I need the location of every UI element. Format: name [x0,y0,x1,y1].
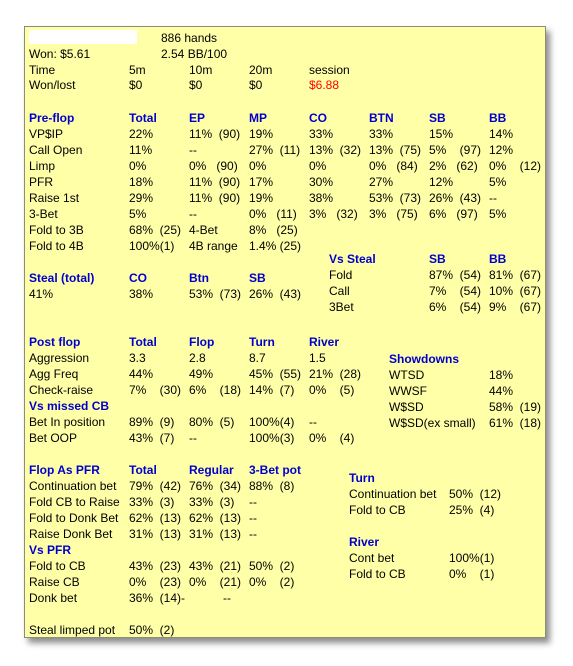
postflop-header: River [309,335,340,349]
flop-pfr-header: Flop As PFR [29,463,100,477]
time-label: Time [29,63,56,77]
preflop-cell: 0% (84) [369,159,418,173]
vs-steal-cell: 87% (54) [429,268,482,282]
preflop-cell: 1.4% (25) [249,239,302,253]
vs-pfr-label: Raise CB [29,575,80,589]
vs-steal-cell: 81% (67) [489,268,542,282]
preflop-header: EP [189,111,206,125]
preflop-stat-label: Limp [29,159,56,173]
vs-steal-cell: 7% (54) [429,284,482,298]
flop-pfr-header: 3-Bet pot [249,463,301,477]
preflop-cell: 19% [249,127,274,141]
flop-pfr-header: Regular [189,463,234,477]
flop-pfr-cell: 62% (13) [129,511,182,525]
vs-pfr-cell: 50% (2) [249,559,295,573]
vs-steal-label: 3Bet [329,300,354,314]
postflop-cell: 2.8 [189,351,206,365]
preflop-cell: 5% (97) [429,143,482,157]
showdowns-header: Showdowns [389,352,459,366]
vs-steal-cell: 10% (67) [489,284,542,298]
preflop-cell: 22% [129,127,154,141]
preflop-cell: 5% [489,207,507,221]
flop-pfr-header: Total [129,463,157,477]
preflop-cell: 3% (32) [309,207,358,221]
preflop-cell: 14% [489,127,514,141]
time-col: session [309,63,350,77]
flop-pfr-cell: 79% (42) [129,479,182,493]
preflop-cell: -- [189,143,197,157]
preflop-cell: 11% (90) [189,127,241,141]
flop-pfr-cell: 62% (13) [189,511,242,525]
postflop-cell: 6% (18) [189,383,242,397]
postflop-stat-label: Agg Freq [29,367,79,381]
turn-header: Turn [349,471,375,485]
steal-limped-value: 50% (2) [129,623,175,637]
preflop-cell: 5% [129,207,147,221]
river-value: 0% (1) [449,567,495,581]
flop-pfr-cell: 31% (13) [189,527,242,541]
flop-pfr-cell: -- [249,511,257,525]
vs-pfr-cell: 43% (21) [189,559,242,573]
showdown-label: W$SD [389,400,424,414]
preflop-cell: 12% [489,143,514,157]
preflop-cell: 26% (43) [429,191,482,205]
preflop-stat-label: Raise 1st [29,191,80,205]
steal-value: 41% [29,287,54,301]
wonlost-session-value: $6.88 [309,78,340,92]
preflop-cell: 68% (25) [129,223,182,237]
postflop-cell: 0% (5) [309,383,355,397]
preflop-cell: -- [189,207,197,221]
steal-value: 38% [129,287,154,301]
postflop-cell: 49% [189,367,214,381]
preflop-cell: 11% (90) [189,175,241,189]
stats-popup-panel [24,26,546,638]
wonlost-value: $0 [249,78,263,92]
postflop-cell: 45% (55) [249,367,302,381]
vs-pfr-header: Vs PFR [29,543,72,557]
showdown-label: WTSD [389,368,425,382]
postflop-cell: 21% (28) [309,367,362,381]
steal-header: CO [129,271,147,285]
vs-pfr-label: Donk bet [29,591,78,605]
missed-cb-cell: 100%(4) [249,415,295,429]
preflop-stat-label: Fold to 4B [29,239,84,253]
flop-pfr-cell: 33% (3) [129,495,175,509]
vs-pfr-cell: 43% (23) [129,559,182,573]
vs-steal-label: Call [329,284,350,298]
vs-steal-header: BB [489,252,507,266]
river-label: Cont bet [349,551,395,565]
flop-pfr-label: Raise Donk Bet [29,527,113,541]
preflop-cell: 13% (32) [309,143,362,157]
flop-pfr-cell: -- [249,527,257,541]
preflop-cell: 30% [309,175,334,189]
flop-pfr-label: Fold to Donk Bet [29,511,119,525]
showdown-value: 58% (19) [489,400,542,414]
preflop-header: BB [489,111,507,125]
preflop-cell: 27% [369,175,394,189]
redacted-player-name [29,30,137,44]
preflop-cell: 19% [249,191,274,205]
vs-pfr-cell: 0% (21) [189,575,242,589]
preflop-cell: 8% (25) [249,223,298,237]
hands-count: 886 hands [161,31,218,45]
showdown-value: 18% [489,368,514,382]
vs-pfr-cell: 36% (14)- [129,591,186,605]
preflop-cell: 4B range [189,239,238,253]
postflop-cell: 44% [129,367,154,381]
showdown-value: 44% [489,384,514,398]
preflop-cell: 6% (97) [429,207,478,221]
preflop-cell: 29% [129,191,154,205]
postflop-stat-label: Check-raise [29,383,94,397]
preflop-header: CO [309,111,327,125]
flop-pfr-label: Fold CB to Raise [29,495,120,509]
preflop-cell: 17% [249,175,274,189]
steal-header: Steal (total) [29,271,95,285]
postflop-header: Post flop [29,335,81,349]
showdown-label: WWSF [389,384,427,398]
preflop-header: Pre-flop [29,111,75,125]
steal-header: Btn [189,271,209,285]
preflop-cell: 12% [429,175,454,189]
vs-pfr-label: Fold to CB [29,559,86,573]
vs-pfr-cell: 0% (23) [129,575,182,589]
flop-pfr-cell: 31% (13) [129,527,182,541]
wonlost-value: $0 [129,78,143,92]
showdown-label: W$SD(ex small) [389,416,476,430]
vs-pfr-cell: -- [223,591,231,605]
preflop-cell: 15% [429,127,454,141]
missed-cb-cell: 80% (5) [189,415,235,429]
turn-value: 50% (12) [449,487,502,501]
steal-value: 26% (43) [249,287,302,301]
preflop-stat-label: Fold to 3B [29,223,84,237]
preflop-cell: 11% (90) [189,191,241,205]
preflop-cell: 0% (11) [249,207,297,221]
preflop-cell: 27% (11) [249,143,301,157]
river-label: Fold to CB [349,567,406,581]
postflop-cell: 14% (7) [249,383,295,397]
preflop-cell: 11% [129,143,153,157]
turn-label: Fold to CB [349,503,406,517]
preflop-cell: -- [489,191,497,205]
preflop-cell: 0% [309,159,327,173]
missed-cb-cell: 100%(3) [249,431,295,445]
time-col: 20m [249,63,273,77]
won-amount: Won: $5.61 [29,47,91,61]
flop-pfr-cell: -- [249,495,257,509]
postflop-cell: 7% (30) [129,383,182,397]
preflop-stat-label: VP$IP [29,127,64,141]
preflop-cell: 4-Bet [189,223,218,237]
flop-pfr-cell: 33% (3) [189,495,235,509]
vs-steal-header: SB [429,252,446,266]
missed-cb-cell: 0% (4) [309,431,355,445]
preflop-cell: 0% [249,159,267,173]
preflop-header: MP [249,111,267,125]
preflop-cell: 2% (62) [429,159,478,173]
preflop-stat-label: Call Open [29,143,83,157]
preflop-stat-label: 3-Bet [29,207,58,221]
missed-cb-cell: -- [309,415,317,429]
preflop-stat-label: PFR [29,175,53,189]
vs-steal-cell: 6% (54) [429,300,482,314]
turn-label: Continuation bet [349,487,437,501]
preflop-cell: 53% (73) [369,191,422,205]
preflop-cell: 38% [309,191,334,205]
river-value: 100%(1) [449,551,495,565]
flop-pfr-cell: 88% (8) [249,479,295,493]
steal-limped-label: Steal limped pot [29,623,116,637]
turn-value: 25% (4) [449,503,495,517]
wonlost-label: Won/lost [29,78,76,92]
postflop-header: Total [129,335,157,349]
postflop-stat-label: Aggression [29,351,90,365]
missed-cb-cell: -- [189,431,197,445]
preflop-header: Total [129,111,157,125]
flop-pfr-cell: 76% (34) [189,479,242,493]
preflop-cell: 0% (90) [189,159,238,173]
preflop-header: SB [429,111,446,125]
preflop-header: BTN [369,111,394,125]
vs-missed-cb-header: Vs missed CB [29,399,110,413]
bb-per-100: 2.54 BB/100 [161,47,228,61]
vs-steal-cell: 9% (67) [489,300,542,314]
river-header: River [349,535,380,549]
missed-cb-label: Bet In position [29,415,106,429]
missed-cb-label: Bet OOP [29,431,78,445]
vs-steal-label: Fold [329,268,353,282]
preflop-cell: 100%(1) [129,239,175,253]
preflop-cell: 0% (12) [489,159,542,173]
preflop-cell: 3% (75) [369,207,418,221]
time-col: 5m [129,63,146,77]
preflop-cell: 18% [129,175,154,189]
postflop-header: Turn [249,335,275,349]
steal-header: SB [249,271,266,285]
postflop-cell: 1.5 [309,351,326,365]
preflop-cell: 13% (75) [369,143,422,157]
vs-pfr-cell: 0% (2) [249,575,295,589]
steal-value: 53% (73) [189,287,242,301]
missed-cb-cell: 43% (7) [129,431,175,445]
postflop-cell: 3.3 [129,351,146,365]
showdown-value: 61% (18) [489,416,542,430]
postflop-cell: 8.7 [249,351,266,365]
preflop-cell: 33% [369,127,394,141]
preflop-cell: 5% [489,175,507,189]
preflop-cell: 33% [309,127,334,141]
preflop-cell: 0% [129,159,147,173]
postflop-header: Flop [189,335,215,349]
wonlost-value: $0 [189,78,203,92]
time-col: 10m [189,63,213,77]
missed-cb-cell: 89% (9) [129,415,175,429]
vs-steal-header: Vs Steal [329,252,376,266]
flop-pfr-label: Continuation bet [29,479,117,493]
